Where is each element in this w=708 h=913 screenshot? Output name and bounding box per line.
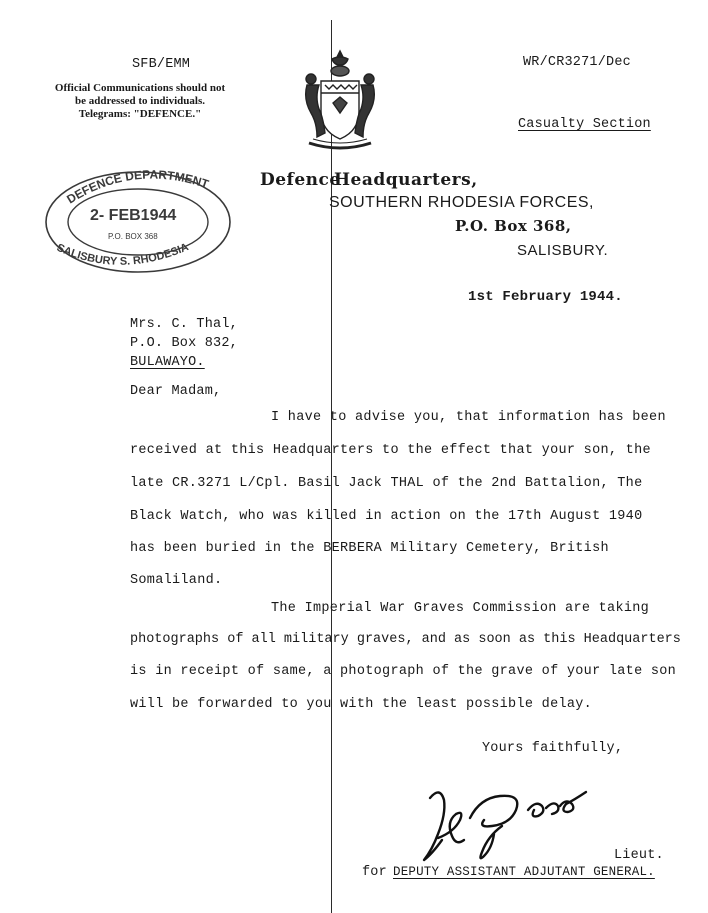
signatory-title: DEPUTY ASSISTANT ADJUTANT GENERAL. xyxy=(393,865,655,879)
reference-right: WR/CR3271/Dec xyxy=(523,55,631,70)
closing: Yours faithfully, xyxy=(482,741,624,756)
body-line: Black Watch, who was killed in action on the 17th August 1940 xyxy=(130,509,643,524)
official-notice xyxy=(40,82,240,121)
body-line: Somaliland. xyxy=(130,573,223,588)
notice-line-1: Official Communications should not xyxy=(54,82,226,94)
org-name-defence: Defence xyxy=(260,170,341,190)
reference-left: SFB/EMM xyxy=(132,57,191,72)
body-line: will be forwarded to you with the least possible delay. xyxy=(130,697,593,712)
body-line: is in receipt of same, a photograph of the grave of your late son xyxy=(130,664,677,679)
org-forces: SOUTHERN RHODESIA FORCES, xyxy=(329,194,594,211)
casualty-section-label: Casualty Section xyxy=(518,117,651,132)
letter-date: 1st February 1944. xyxy=(468,289,623,305)
signatory-rank: Lieut. xyxy=(614,848,664,863)
notice-line-2: be addressed to individuals. xyxy=(74,95,205,107)
salutation: Dear Madam, xyxy=(130,384,222,399)
stamp-inner-text: P.O. BOX 368 xyxy=(108,232,158,241)
body-line: The Imperial War Graves Commission are taking xyxy=(271,601,650,616)
handwritten-signature xyxy=(410,778,610,873)
stamp-bottom-text: SALISBURY S. RHODESIA xyxy=(54,241,191,268)
svg-text:DEFENCE DEPARTMENT xyxy=(64,167,211,206)
body-line: received at this Headquarters to the effect that your son, the xyxy=(130,443,651,458)
body-line: has been buried in the BERBERA Military Cemetery, British xyxy=(130,541,609,556)
org-name-headquarters: Headquarters, xyxy=(334,170,478,190)
notice-line-3: Telegrams: "DEFENCE." xyxy=(78,108,202,120)
org-po-box: P.O. Box 368, xyxy=(455,217,572,235)
recipient-line-1: Mrs. C. Thal, xyxy=(130,317,238,332)
body-line: photographs of all military graves, and as soon as this Headquarters xyxy=(130,632,681,647)
body-line: late CR.3271 L/Cpl. Basil Jack THAL of the 2nd Battalion, The xyxy=(130,476,643,491)
stamp-top-text: DEFENCE DEPARTMENT xyxy=(64,167,211,207)
org-city: SALISBURY. xyxy=(517,242,609,259)
coat-of-arms-emblem xyxy=(299,45,381,155)
recipient-line-2: P.O. Box 832, xyxy=(130,336,238,351)
recipient-line-3: BULAWAYO. xyxy=(130,355,205,370)
body-line: I have to advise you, that information has been xyxy=(271,410,666,425)
stamp-date: 2- FEB1944 xyxy=(90,207,177,224)
for-label: for xyxy=(362,865,387,880)
